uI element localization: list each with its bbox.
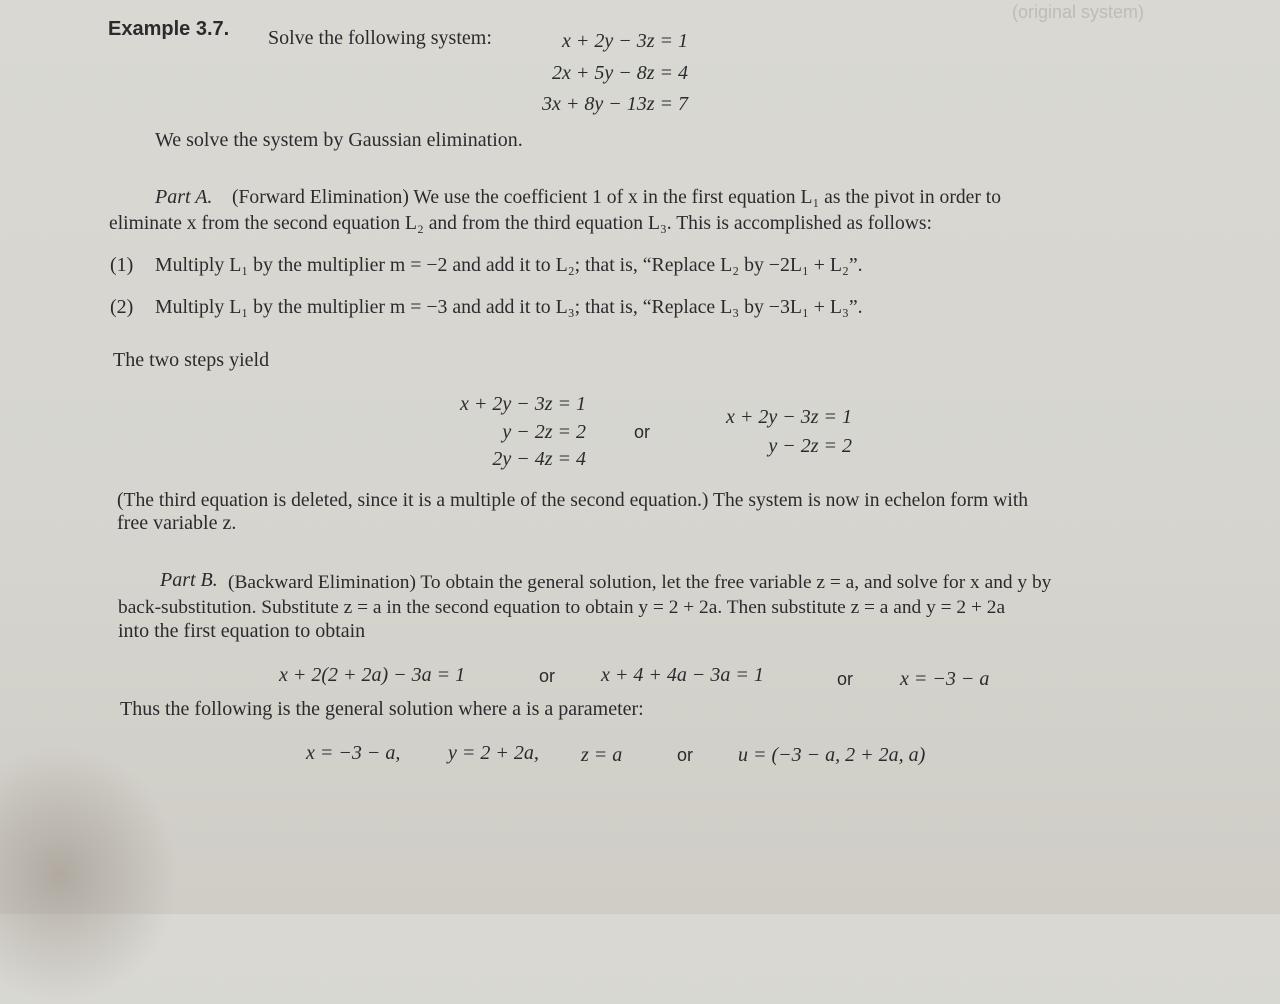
substitution-result: x = −3 − a	[900, 668, 990, 690]
part-b-text-line2: back-substitution. Substitute z = a in the second equation to obtain y = 2 + 2a. Then substitute z = a and y = 2 + 2a	[118, 597, 1006, 618]
solution-z: z = a	[581, 744, 623, 766]
substitution-eq2: x + 4 + 4a − 3a = 1	[601, 664, 764, 686]
original-system-eq3: 3x + 8y − 13z = 7	[541, 93, 688, 115]
part-b-label: Part B.	[160, 569, 218, 591]
step-1-text: Multiply L₁ by the multiplier m = −2 and add it to L₂; that is, “Replace L₂ by −2L₁ + L₂”.	[155, 254, 863, 276]
original-system-eq1: x + 2y − 3z = 1	[561, 30, 688, 52]
part-b-text-line1: (Backward Elimination) To obtain the general solution, let the free variable z = a, and solve for x and y by	[228, 572, 1052, 593]
example-intro: Solve the following system:	[268, 27, 492, 49]
part-a-label: Part A.	[155, 186, 213, 208]
part-b-text-line3: into the first equation to obtain	[118, 620, 366, 642]
page-shadow	[0, 744, 180, 1004]
original-system-eq2: 2x + 5y − 8z = 4	[551, 62, 688, 84]
or-connector-2: or	[539, 666, 556, 686]
solution-x: x = −3 − a,	[306, 742, 401, 764]
corner-text: (original system)	[1012, 2, 1145, 22]
step-2-number: (2)	[110, 296, 134, 318]
method-line: We solve the system by Gaussian elimination.	[155, 129, 523, 151]
reduced-system-eq3: 2y − 4z = 4	[492, 448, 586, 470]
echelon-system-eq1: x + 2y − 3z = 1	[725, 406, 852, 428]
or-connector-3: or	[837, 669, 854, 689]
step-2-text: Multiply L₁ by the multiplier m = −3 and add it to L₃; that is, “Replace L₃ by −3L₁ + L₃”.	[155, 296, 863, 318]
or-connector-4: or	[677, 745, 694, 765]
note-line1: (The third equation is deleted, since it is a multiple of the second equation.) The system is now in echelon form with	[117, 490, 1029, 511]
reduced-system-eq2: y − 2z = 2	[502, 421, 586, 443]
substitution-eq1: x + 2(2 + 2a) − 3a = 1	[279, 664, 466, 686]
two-steps-yield: The two steps yield	[113, 349, 270, 371]
part-a-text-line2: eliminate x from the second equation L₂ and from the third equation L₃. This is accomplished as follows:	[109, 213, 932, 234]
or-connector-1: or	[634, 422, 651, 442]
reduced-system-eq1: x + 2y − 3z = 1	[459, 393, 586, 415]
echelon-system-eq2: y − 2z = 2	[768, 435, 852, 457]
note-line2: free variable z.	[117, 512, 237, 534]
step-1-number: (1)	[110, 254, 134, 276]
example-label: Example 3.7.	[108, 18, 230, 40]
solution-y: y = 2 + 2a,	[448, 742, 539, 764]
general-solution-intro: Thus the following is the general solution where a is a parameter:	[120, 698, 644, 720]
part-a-text-line1: (Forward Elimination) We use the coefficient 1 of x in the first equation L₁ as the pivot in order to	[232, 187, 1002, 208]
solution-vector: u = (−3 − a, 2 + 2a, a)	[738, 744, 926, 766]
